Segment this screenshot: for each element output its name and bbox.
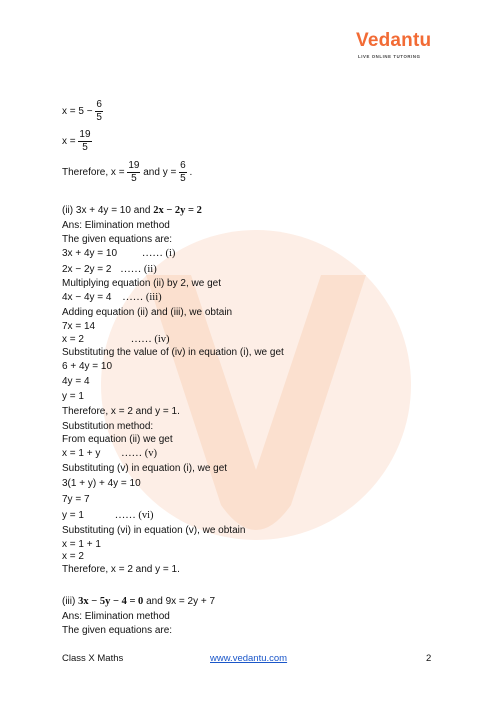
line-therefore-2: Therefore, x = 2 and y = 1. [62, 406, 180, 417]
fraction: $\frac{6}{5}$ [96, 99, 102, 123]
equation-x-2: x = 2 [62, 551, 84, 562]
given-equations-text-iii: The given equations are: [62, 625, 173, 636]
question-ii: (ii) 3x + 4y = 10 and 2x − 2y = 2 [62, 205, 202, 216]
logo-tagline: LIVE ONLINE TUTORING [358, 54, 421, 59]
substituting-v-text: Substituting (v) in equation (i), we get [62, 463, 228, 474]
equation-ii: 2x − 2y = 2 …… (ii) [62, 264, 157, 275]
equation-3-1-y: 3(1 + y) + 4y = 10 [62, 478, 141, 489]
line-x-eq-5-minus-frac: x = 5 − $\frac{6}{5}$ [62, 99, 102, 123]
page-number: 2 [426, 653, 432, 664]
line-x-eq-19-5: x = $\frac{19}{5}$ [62, 129, 91, 153]
equation-4y: 4y = 4 [62, 376, 90, 387]
substituting-iv-text: Substituting the value of (iv) in equation (i), we get [62, 347, 284, 358]
equation-y-1: y = 1 [62, 391, 84, 402]
equation-x-1-plus-1: x = 1 + 1 [62, 539, 101, 550]
equation-6-4y: 6 + 4y = 10 [62, 361, 113, 372]
vedantu-logo [356, 30, 436, 62]
equation-7y: 7y = 7 [62, 494, 90, 505]
answer-heading-iii: Ans: Elimination method [62, 611, 170, 622]
answer-heading-ii: Ans: Elimination method [62, 220, 170, 231]
line-therefore-3: Therefore, x = 2 and y = 1. [62, 564, 180, 575]
multiplying-text: Multiplying equation (ii) by 2, we get [62, 278, 221, 289]
equation-v: x = 1 + y …… (v) [62, 448, 158, 459]
equation-vi: y = 1 …… (vi) [62, 510, 154, 521]
logo-wordmark: Vedantu [356, 30, 432, 51]
question-iii: (iii) 3x − 5y − 4 = 0 and 9x = 2y + 7 [62, 596, 216, 607]
fraction: $\frac{19}{5}$ [128, 160, 140, 184]
fraction: $\frac{19}{5}$ [79, 129, 91, 153]
footer-website-link[interactable]: www.vedantu.com [210, 653, 288, 664]
adding-text: Adding equation (ii) and (iii), we obtain [62, 307, 233, 318]
footer-class-label: Class X Maths [62, 653, 124, 664]
substitution-heading: Substitution method: [62, 421, 154, 432]
fraction: $\frac{6}{5}$ [180, 160, 186, 184]
line-therefore-1: Therefore, x = $\frac{19}{5}$ and y = $\frac{6}{5}$ . [62, 160, 193, 184]
equation-iii: 4x − 4y = 4 …… (iii) [62, 292, 162, 303]
from-equation-text: From equation (ii) we get [62, 434, 173, 445]
equation-7x: 7x = 14 [62, 321, 96, 332]
equation-i: 3x + 4y = 10 …… (i) [62, 248, 176, 259]
substituting-vi-text: Substituting (vi) in equation (v), we obtain [62, 525, 246, 536]
equation-iv: x = 2 …… (iv) [62, 334, 170, 345]
given-equations-text: The given equations are: [62, 234, 173, 245]
